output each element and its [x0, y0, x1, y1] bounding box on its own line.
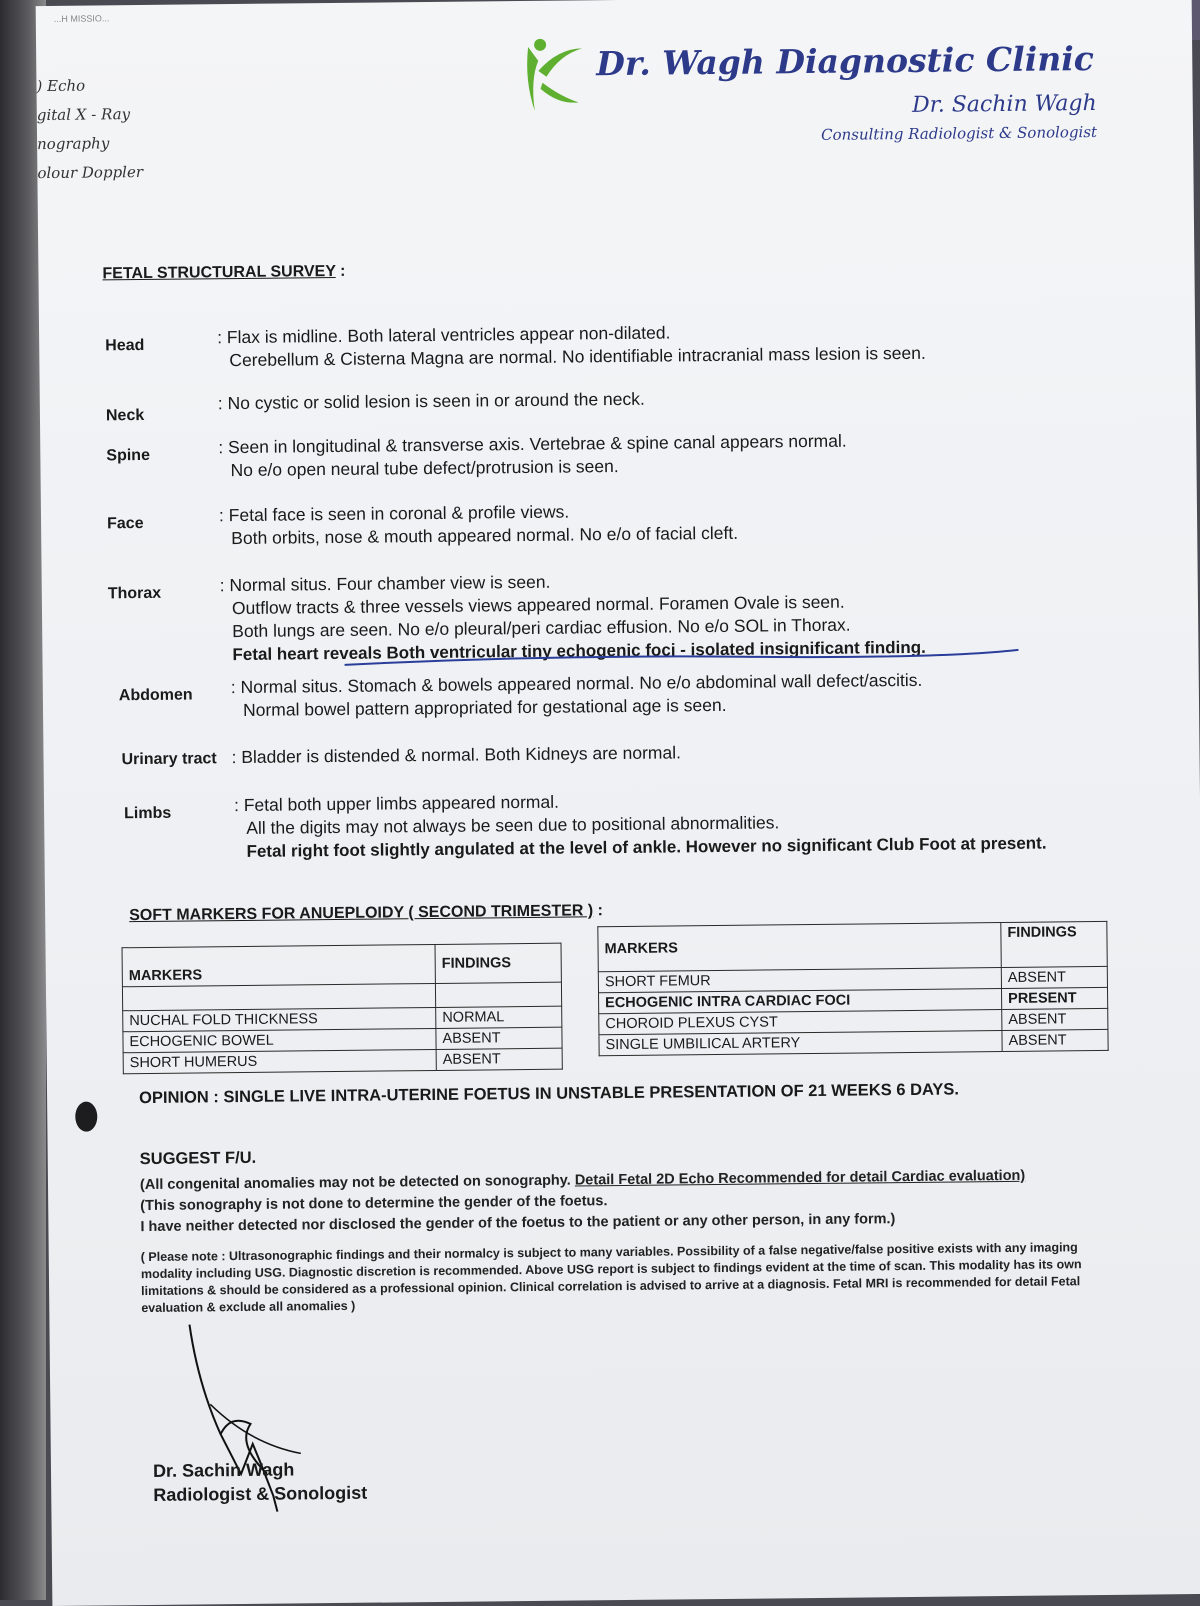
- row-text: [231, 741, 681, 769]
- soft-markers-title-text: SOFT MARKERS FOR ANUEPLOIDY ( SECOND TRIMESTER ): [129, 902, 594, 925]
- suggest-text: SUGGEST F/U.: [139, 1148, 257, 1169]
- marker-cell: ECHOGENIC BOWEL: [123, 1028, 436, 1052]
- row-line: : Normal situs. Four chamber view is seen.: [219, 571, 551, 596]
- row-label: Head: [105, 336, 145, 355]
- table-header-row: [598, 921, 1107, 971]
- service-item: gital X - Ray: [36, 105, 131, 125]
- row-line: : Bladder is distended & normal. Both Kidneys are normal.: [231, 742, 682, 768]
- survey-title-text: FETAL STRUCTURAL SURVEY: [102, 262, 336, 283]
- finding-cell: ABSENT: [1002, 1008, 1108, 1030]
- row-line: No e/o open neural tube defect/protrusion is seen.: [230, 456, 619, 481]
- row-line: Cerebellum & Cisterna Magna are normal. No identifiable intracranial mass lesion is seen.: [229, 342, 926, 371]
- survey-title-colon: :: [335, 262, 346, 280]
- opinion-text: OPINION : SINGLE LIVE INTRA-UTERINE FOETUS IN UNSTABLE PRESENTATION OF 21 WEEKS 6 DAYS.: [139, 1080, 960, 1108]
- marker-cell: NUCHAL FOLD THICKNESS: [123, 1007, 436, 1031]
- soft-markers-table-right: [597, 921, 1108, 1056]
- soft-markers-title-colon: :: [593, 902, 604, 920]
- service-item: olour Doppler: [37, 162, 144, 183]
- row-text: [218, 430, 847, 483]
- finding-cell: ABSENT: [1001, 966, 1107, 988]
- survey-row-urinary: [109, 737, 1129, 769]
- marker-cell: SINGLE UMBILICAL ARTERY: [599, 1031, 1002, 1056]
- row-line: : Normal situs. Stomach & bowels appeared normal. No e/o abdominal wall defect/ascitis.: [230, 669, 923, 698]
- survey-row-head: [105, 317, 1125, 371]
- row-line: Both orbits, nose & mouth appeared normal. No e/o of facial cleft.: [231, 522, 739, 549]
- row-line: Outflow tracts & three vessels views appeared normal. Foramen Ovale is seen.: [231, 591, 845, 619]
- top-stamp-text: ...H MISSIO...: [53, 13, 110, 24]
- row-line: : No cystic or solid lesion is seen in or around the neck.: [217, 388, 645, 414]
- row-label: Neck: [105, 406, 145, 425]
- row-line: : Fetal both upper limbs appeared normal.: [233, 791, 560, 816]
- table-header-row: [122, 943, 561, 987]
- survey-row-limbs: [110, 785, 1130, 861]
- marker-cell: ECHOGENIC INTRA CARDIAC FOCI: [599, 989, 1002, 1014]
- clinic-logo-icon: [520, 30, 585, 115]
- table-row: [599, 1029, 1108, 1055]
- disclaimer-line: I have neither detected nor disclosed the gender of the foetus to the patient or any other person, in any form.): [140, 1211, 896, 1236]
- marker-cell: SHORT HUMERUS: [123, 1049, 436, 1073]
- row-label: Urinary tract: [121, 750, 217, 769]
- survey-row-spine: [106, 427, 1126, 481]
- finding-cell: PRESENT: [1001, 987, 1107, 1009]
- row-line: All the digits may not always be seen due to positional abnormalities.: [246, 812, 780, 838]
- soft-markers-title: [129, 902, 603, 925]
- service-item: ) Echo: [36, 76, 86, 96]
- usg-note: ( Please note : Ultrasonographic findings and their normalcy is subject to many variables. Possibility of a false negative/false positive exists with any imaging modality including USG. Diagnostic discretion is recommended. Above USG report is subject to findings evident at the time of scan. This modality has its own limitations & should be considered as a professional opinion. Clinical correlation is advised to arrive at a diagnosis. Fetal MRI is recommended for detail Fetal evaluation & exclude all anomalies ): [140, 1240, 1082, 1316]
- survey-row-neck: [105, 383, 1126, 425]
- marker-cell: [122, 983, 435, 1010]
- marker-cell: CHOROID PLEXUS CYST: [599, 1010, 1002, 1035]
- report-page: [36, 0, 1200, 1606]
- survey-row-face: [106, 495, 1127, 549]
- row-label: Limbs: [124, 804, 172, 823]
- survey-row-thorax: [107, 565, 1128, 665]
- col-header-findings: FINDINGS: [1001, 921, 1107, 967]
- row-text: [218, 388, 645, 415]
- row-text: [217, 319, 926, 372]
- clinic-name: Dr. Wagh Diagnostic Clinic: [596, 39, 1095, 84]
- disclaimer-line: (This sonography is not done to determine the gender of the foetus.: [140, 1193, 608, 1215]
- finding-cell: ABSENT: [1002, 1029, 1108, 1051]
- services-list: [36, 71, 143, 188]
- signatory-title: Radiologist & Sonologist: [153, 1482, 368, 1505]
- col-header-markers: MARKERS: [598, 923, 1001, 972]
- finding-cell: ABSENT: [436, 1048, 562, 1070]
- col-header-markers: MARKERS: [122, 944, 435, 986]
- row-line: Normal bowel pattern appropriated for gestational age is seen.: [242, 694, 727, 720]
- finding-cell: NORMAL: [436, 1006, 562, 1028]
- disclaimer-text: (All congenital anomalies may not be detected on sonography.: [139, 1172, 575, 1194]
- doctor-title: Consulting Radiologist & Sonologist: [820, 122, 1098, 144]
- echo-recommendation: Detail Fetal 2D Echo Recommended for detail Cardiac evaluation): [574, 1167, 1026, 1189]
- soft-markers-table-left: [122, 943, 563, 1075]
- finding-cell: ABSENT: [436, 1027, 562, 1049]
- marker-cell: SHORT FEMUR: [598, 968, 1001, 993]
- row-line: : Seen in longitudinal & transverse axis. Vertebrae & spine canal appears normal.: [218, 430, 847, 458]
- row-line: : Fetal face is seen in coronal & profile views.: [218, 501, 570, 526]
- col-header-findings: FINDINGS: [435, 943, 561, 983]
- row-label: Abdomen: [118, 686, 193, 705]
- signatory-name: Dr. Sachin Wagh: [152, 1459, 295, 1481]
- service-item: nography: [37, 134, 110, 154]
- row-bold-finding: Fetal heart reveals Both ventricular tiny echogenic foci - isolated insignificant finding.: [232, 637, 926, 665]
- table-row: [123, 1048, 562, 1074]
- row-label: Thorax: [107, 584, 162, 603]
- doctor-name: Dr. Sachin Wagh: [911, 90, 1097, 118]
- row-text: [231, 669, 923, 722]
- row-label: Spine: [106, 446, 151, 465]
- row-text: [234, 786, 1047, 863]
- punch-hole: [75, 1102, 97, 1132]
- finding-cell: [435, 982, 561, 1007]
- row-line: : Flax is midline. Both lateral ventricles appear non-dilated.: [217, 322, 671, 348]
- row-bold-finding: Fetal right foot slightly angulated at the level of ankle. However no significant Club Foot at present.: [246, 833, 1047, 861]
- row-label: Face: [106, 514, 144, 533]
- disclaimer: [140, 1165, 1141, 1238]
- row-text: [219, 499, 738, 550]
- survey-title: [102, 263, 345, 284]
- row-line: Both lungs are seen. No e/o pleural/peri cardiac effusion. No e/o SOL in Thorax.: [232, 614, 851, 642]
